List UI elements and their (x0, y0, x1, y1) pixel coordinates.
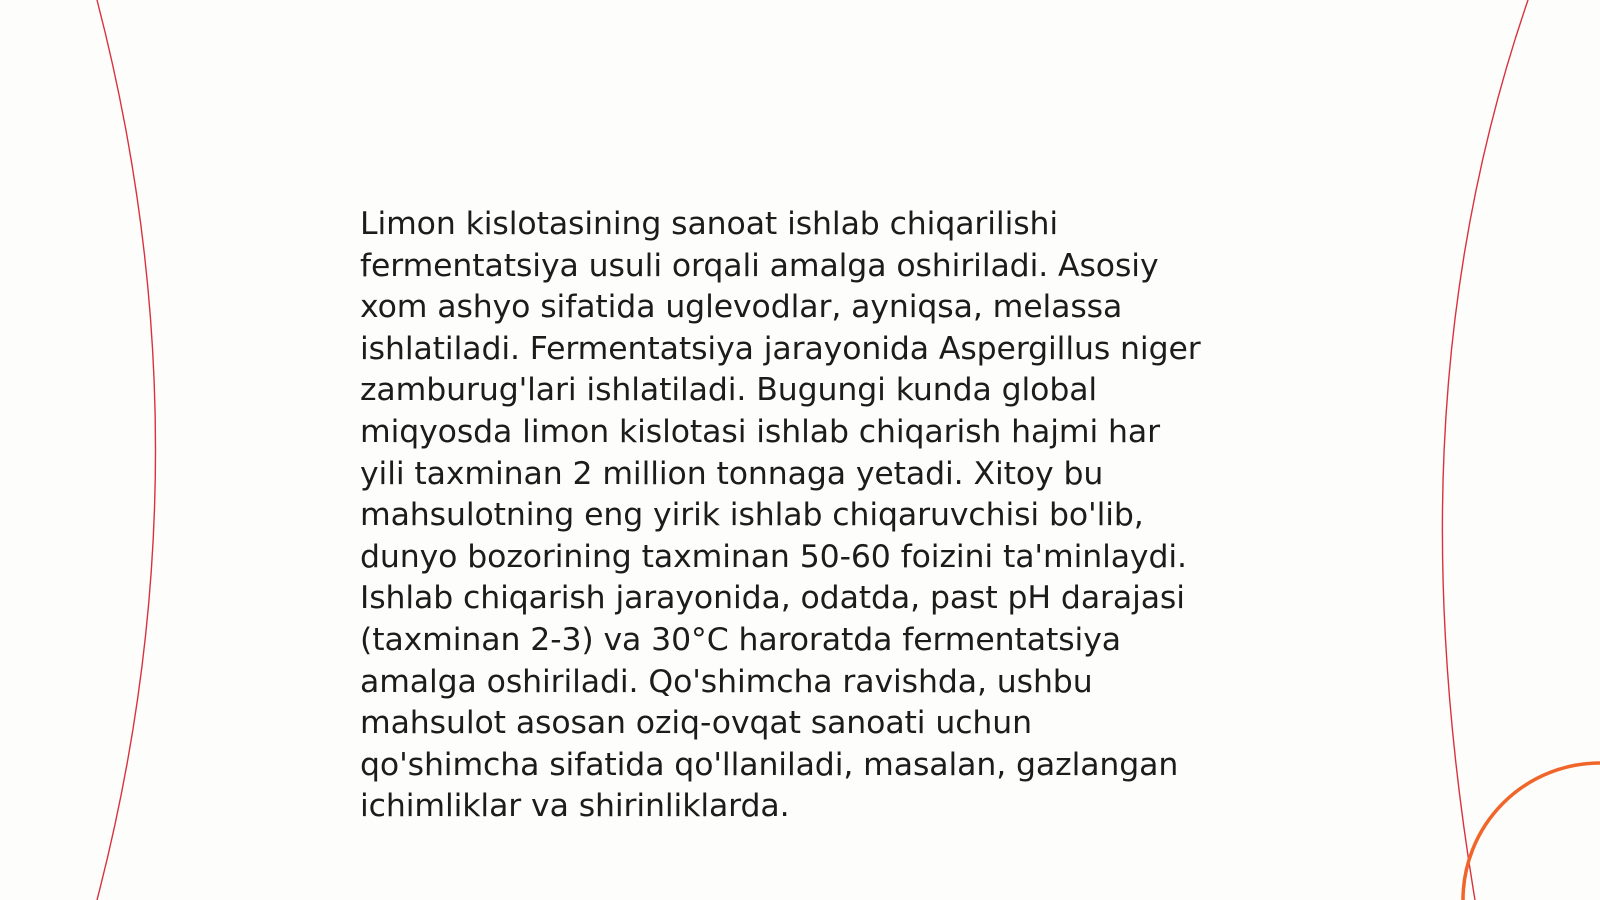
right-curve-line (1442, 0, 1528, 900)
orange-arc (1463, 763, 1600, 900)
paragraph-line: amalga oshiriladi. Qo'shimcha ravishda, ushbu (360, 663, 1093, 700)
paragraph-line: dunyo bozorining taxminan 50-60 foizini ta'minlaydi. (360, 538, 1187, 575)
paragraph-line: qo'shimcha sifatida qo'llaniladi, masalan, gazlangan (360, 746, 1179, 783)
paragraph-line: zamburug'lari ishlatiladi. Bugungi kunda global (360, 372, 1098, 409)
paragraph-line: Limon kislotasining sanoat ishlab chiqarilishi (360, 206, 1059, 242)
paragraph-line: ishlatiladi. Fermentatsiya jarayonida Aspergillus niger (360, 330, 1201, 367)
paragraph-line: Ishlab chiqarish jarayonida, odatda, past pH darajasi (360, 580, 1185, 617)
paragraph-line: yili taxminan 2 million tonnaga yetadi. Xitoy bu (360, 455, 1104, 492)
paragraph-line: (taxminan 2-3) va 30°C haroratda fermentatsiya (360, 621, 1121, 658)
paragraph-line: ichimliklar va shirinliklarda. (360, 788, 790, 825)
paragraph-line: xom ashyo sifatida uglevodlar, ayniqsa, melassa (360, 289, 1123, 326)
paragraph-line: mahsulot asosan oziq-ovqat sanoati uchun (360, 705, 1033, 742)
paragraph-line: miqyosda limon kislotasi ishlab chiqarish hajmi har (360, 413, 1160, 450)
left-curve-line (97, 0, 156, 900)
paragraph-line: mahsulotning eng yirik ishlab chiqaruvchisi bo'lib, (360, 497, 1144, 534)
body-paragraph (360, 204, 1260, 828)
paragraph-line: fermentatsiya usuli orqali amalga oshiriladi. Asosiy (360, 247, 1159, 284)
